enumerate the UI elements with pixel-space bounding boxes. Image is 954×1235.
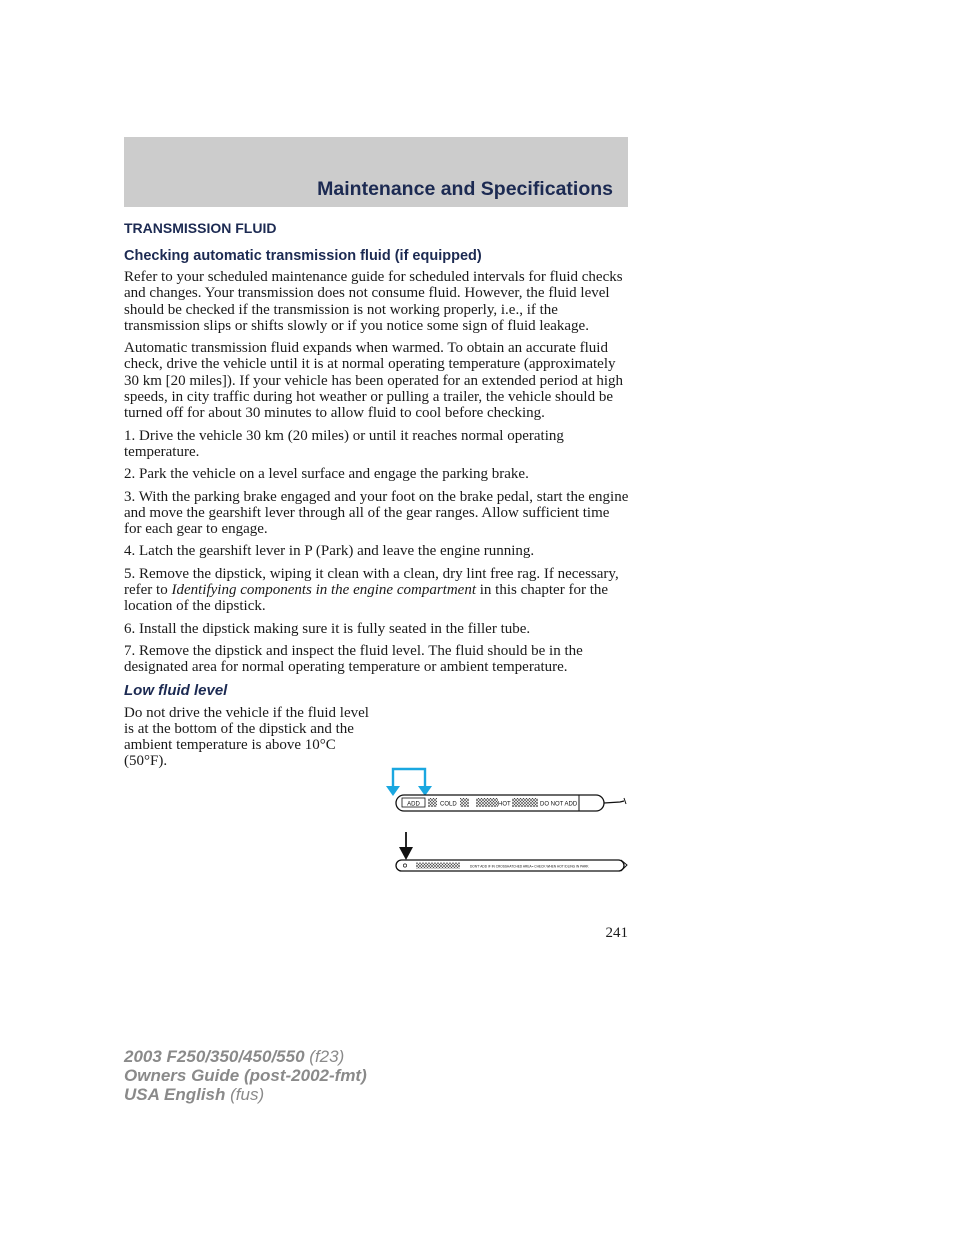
- black-arrow: [399, 832, 413, 860]
- dipstick-front: [396, 795, 626, 811]
- header-bar: [124, 137, 628, 207]
- step-item: 6. Install the dipstick making sure it is fully seated in the filler tube.: [124, 620, 531, 637]
- step-item: 4. Latch the gearshift lever in P (Park) and leave the engine running.: [124, 543, 535, 560]
- dipstick-diagram: [384, 764, 630, 876]
- do-not-add-label: DO NOT ADD: [540, 801, 578, 808]
- footer-line-3: [124, 1085, 367, 1104]
- add-label: ADD: [407, 801, 420, 808]
- footer-model-code: (f23): [304, 1047, 345, 1066]
- footer-language-code: (fus): [225, 1085, 265, 1104]
- step-text: in this chapter for the location of the dipstick.: [124, 582, 609, 615]
- low-fluid-text: Do not drive the vehicle if the fluid level is at the bottom of the dipstick and the ambient temperature is above 10°C (50°F).: [124, 704, 369, 770]
- footer: [124, 1047, 367, 1104]
- footer-guide: Owners Guide (post-2002-fmt): [124, 1066, 367, 1085]
- paragraph: Automatic transmission fluid expands when warmed. To obtain an accurate fluid check, drive the vehicle until it is at normal operating temperature (approximately 30 km [20 miles]). If your vehicle has been operated for an extended period at high speeds, in city traffic during hot weather or pulling a trailer, the vehicle should be turned off for about 30 minutes to allow fluid to cool before checking.: [124, 340, 623, 422]
- paragraph: Refer to your scheduled maintenance guide for scheduled intervals for fluid checks and changes. Your transmission does not consume fluid. However, the fluid level should be checked if the transmission is not working properly, i.e., if the transmission slips or shifts slowly or if you notice some sign of fluid leakage.: [124, 269, 623, 334]
- step-item: 1. Drive the vehicle 30 km (20 miles) or until it reaches normal operating temperature.: [124, 427, 564, 460]
- step-item: [124, 566, 630, 615]
- page-title: Maintenance and Specifications: [317, 178, 613, 200]
- step-item: 2. Park the vehicle on a level surface and engage the parking brake.: [124, 466, 529, 483]
- back-note: DON'T ADD IF IN CROSSHATCHED AREA • CHECK WHEN HOT IDLING IN PARK: [470, 864, 589, 869]
- page-number: 241: [605, 925, 628, 941]
- low-fluid-title: Low fluid level: [124, 681, 228, 699]
- blue-arrow-bracket: [386, 769, 432, 796]
- footer-line-2: [124, 1066, 367, 1085]
- step-item: 3. With the parking brake engaged and your foot on the brake pedal, start the engine and move the gearshift lever through all of the gear ranges. Allow sufficient time for each gear to engage.: [124, 488, 629, 538]
- hot-label: HOT: [498, 801, 511, 808]
- subsection-title: Checking automatic transmission fluid (if equipped): [124, 248, 482, 264]
- footer-model: 2003 F250/350/450/550: [124, 1047, 305, 1066]
- step-item: 7. Remove the dipstick and inspect the fluid level. The fluid should be in the designated area for normal operating temperature or ambient temperature.: [124, 642, 583, 676]
- footer-language: USA English: [124, 1085, 226, 1104]
- cross-reference: Identifying components in the engine compartment: [171, 582, 476, 599]
- main-content: [124, 220, 630, 770]
- footer-line-1: [124, 1047, 367, 1066]
- dipstick-back: [396, 860, 627, 871]
- cold-label: COLD: [440, 801, 457, 808]
- section-title: TRANSMISSION FLUID: [124, 220, 277, 236]
- step-text: 5. Remove the dipstick, wiping it clean with a clean, dry lint free rag. If necessary, refer to: [124, 565, 619, 599]
